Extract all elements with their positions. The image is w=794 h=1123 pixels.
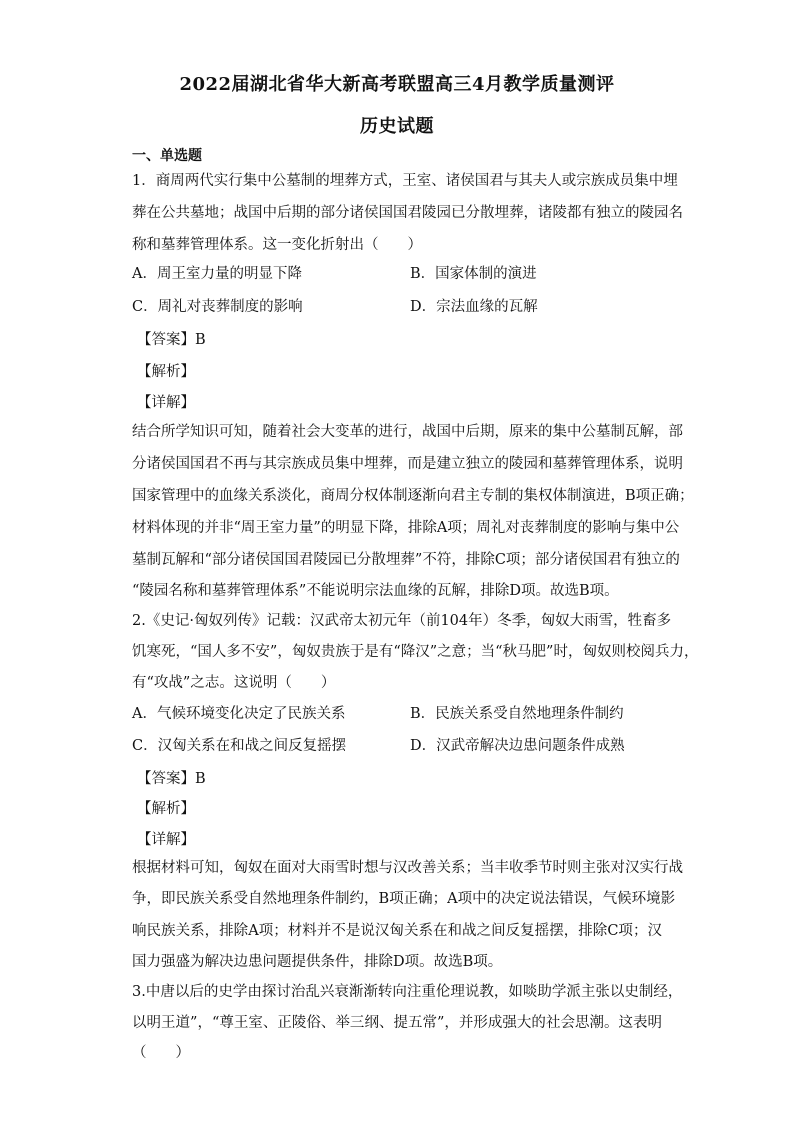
q1-detail-label: 【详解】 — [137, 395, 195, 411]
q1-option-d: D．宗法血缘的瓦解 — [410, 299, 538, 315]
section-heading: 一、单选题 — [132, 148, 202, 164]
document-title: 2022届湖北省华大新高考联盟高三4月教学质量测评 — [179, 74, 615, 95]
q3-stem-line: 3.中唐以后的史学由探讨治乱兴衰渐渐转向注重伦理说教，如啖助学派主张以史制经， — [132, 984, 683, 1000]
q1-analysis-label: 【解析】 — [137, 364, 195, 380]
q2-answer: 【答案】B — [137, 771, 206, 787]
q2-analysis-label: 【解析】 — [137, 801, 195, 817]
q2-explanation-line: 响民族关系，排除A项；材料并不是说汉匈关系在和战之间反复摇摆，排除C项；汉 — [132, 923, 662, 939]
q3-stem-line: （ ） — [132, 1045, 190, 1061]
q1-option-b: B．国家体制的演进 — [410, 266, 537, 282]
q1-explanation-line: 国家管理中的血缘关系淡化，商周分权体制逐渐向君主专制的集权体制演进，B项正确； — [132, 488, 694, 504]
q2-option-d: D．汉武帝解决边患问题条件成熟 — [410, 738, 625, 754]
q2-option-c: C．汉匈关系在和战之间反复摇摆 — [132, 738, 347, 754]
q1-explanation-line: 材料体现的并非“周王室力量”的明显下降，排除A项；周礼对丧葬制度的影响与集中公 — [132, 520, 680, 536]
q2-option-a: A．气候环境变化决定了民族关系 — [132, 706, 346, 722]
q2-stem-line: 饥寒死，“国人多不安”，匈奴贵族于是有“降汉”之意；当“秋马肥”时，匈奴则校阅兵力， — [132, 644, 699, 660]
q1-explanation-line: 结合所学知识可知，随着社会大变革的进行，战国中后期，原来的集中公墓制瓦解，部 — [132, 424, 683, 440]
q2-detail-label: 【详解】 — [137, 832, 195, 848]
q2-stem-line: 2.《史记·匈奴列传》记载：汉武帝太初元年（前104年）冬季，匈奴大雨雪，牲畜多 — [132, 613, 672, 629]
q1-stem-line: 1．商周两代实行集中公墓制的埋葬方式，王室、诸侯国君与其夫人或宗族成员集中埋 — [132, 173, 678, 189]
q1-answer: 【答案】B — [137, 332, 206, 348]
q2-explanation-line: 争，即民族关系受自然地理条件制约，B项正确；A项中的决定说法错误，气候环境影 — [132, 891, 676, 907]
q2-explanation-line: 国力强盛为解决边患问题提供条件，排除D项。故选B项。 — [132, 954, 503, 970]
q3-stem-line: 以明王道”，“尊王室、正陵俗、举三纲、提五常”，并形成强大的社会思潮。这表明 — [132, 1015, 662, 1031]
q2-explanation-line: 根据材料可知，匈奴在面对大雨雪时想与汉改善关系；当丰收季节时则主张对汉实行战 — [132, 860, 683, 876]
q1-stem-line: 葬在公共墓地；战国中后期的部分诸侯国国君陵园已分散埋葬，诸陵都有独立的陵园名 — [132, 205, 683, 221]
q2-option-b: B．民族关系受自然地理条件制约 — [410, 706, 624, 722]
q1-stem-line: 称和墓葬管理体系。这一变化折射出（ ） — [132, 237, 422, 253]
q1-explanation-line: “陵园名称和墓葬管理体系”不能说明宗法血缘的瓦解，排除D项。故选B项。 — [132, 583, 619, 599]
q1-option-a: A．周王室力量的明显下降 — [132, 266, 302, 282]
q1-explanation-line: 分诸侯国国君不再与其宗族成员集中埋葬，而是建立独立的陵园和墓葬管理体系，说明 — [132, 456, 683, 472]
q1-explanation-line: 墓制瓦解和“部分诸侯国国君陵园已分散埋葬”不符，排除C项；部分诸侯国君有独立的 — [132, 552, 680, 568]
document-subtitle: 历史试题 — [360, 116, 434, 137]
q1-option-c: C．周礼对丧葬制度的影响 — [132, 299, 303, 315]
q2-stem-line: 有“攻战”之志。这说明（ ） — [132, 675, 336, 691]
